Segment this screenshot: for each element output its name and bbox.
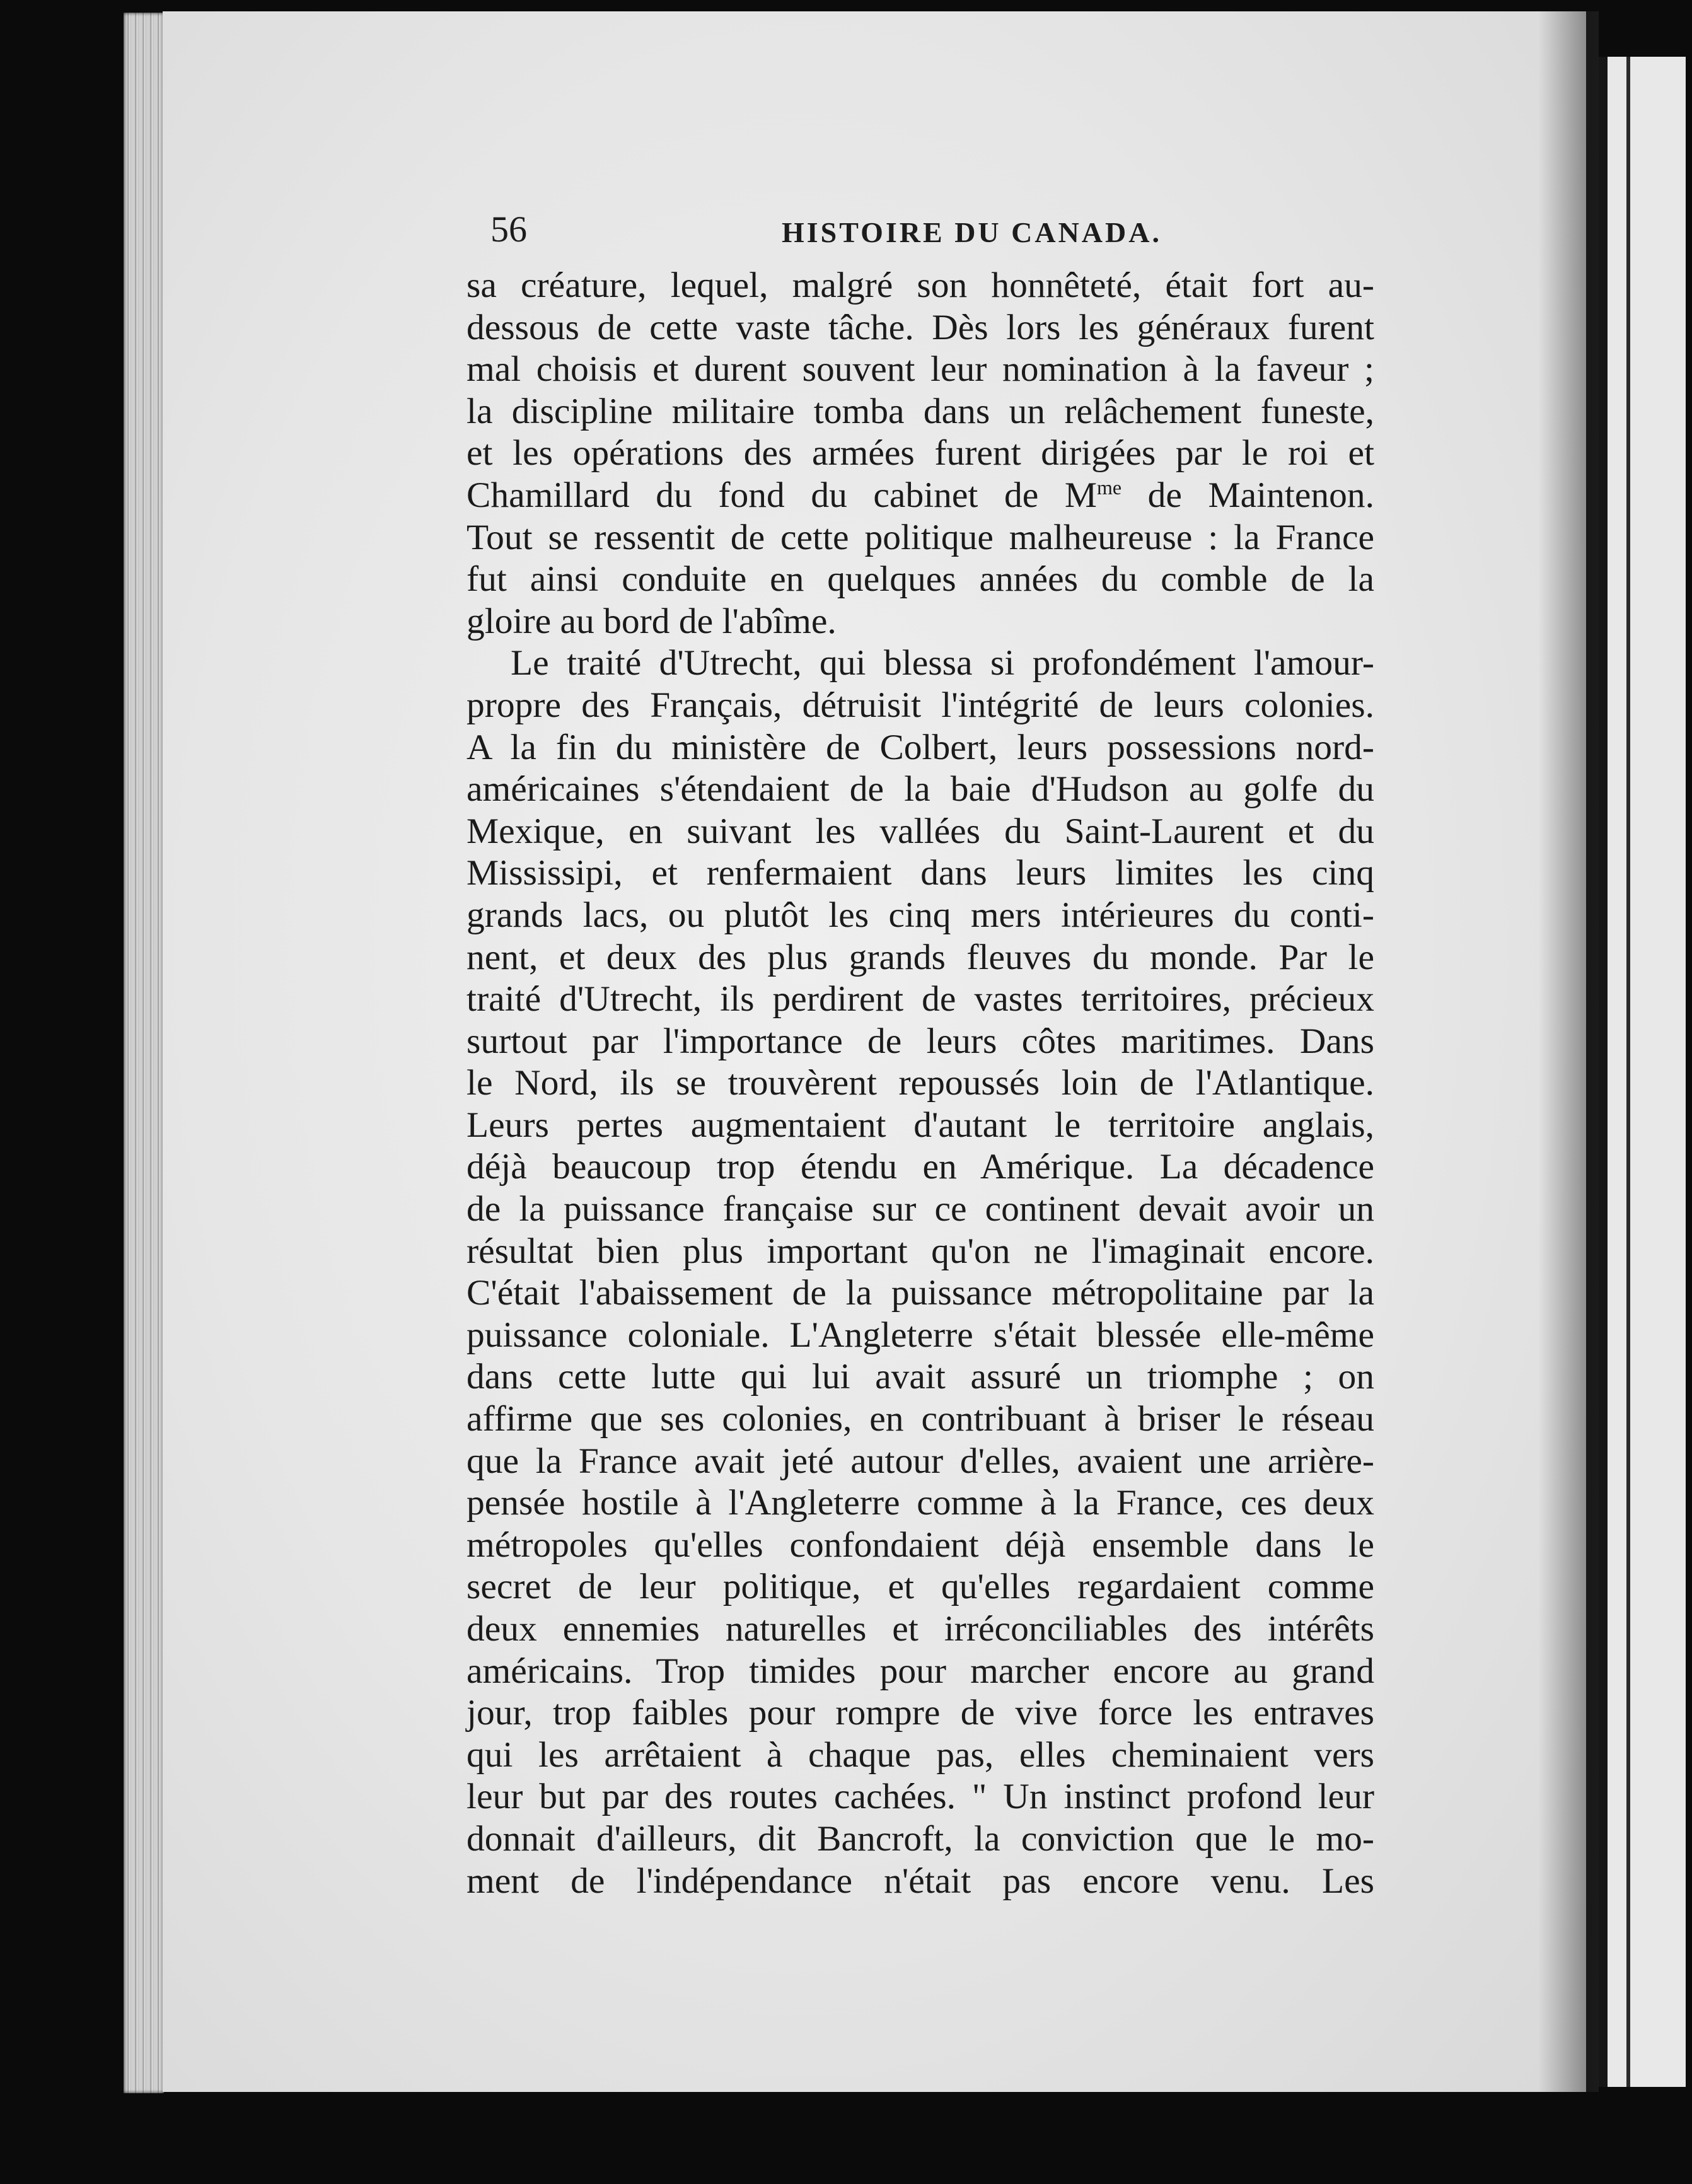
running-head (492, 208, 1374, 258)
text-line: puissance coloniale. L'Angleterre s'était blessée elle-même (466, 1315, 1374, 1355)
facing-page-edge (1599, 57, 1686, 2087)
text-line: traité d'Utrecht, ils perdirent de vastes territoires, précieux (466, 979, 1374, 1019)
text-line: dessous de cette vaste tâche. Dès lors les généraux furent (466, 307, 1374, 347)
text-line (466, 475, 1374, 517)
text-line: donnait d'ailleurs, dit Bancroft, la conviction que le mo- (466, 1818, 1374, 1859)
text-line: pensée hostile à l'Angleterre comme à la France, ces deux (466, 1483, 1374, 1523)
spine-line (1626, 57, 1630, 2087)
text-line: A la fin du ministère de Colbert, leurs possessions nord- (466, 727, 1374, 767)
body-text (466, 265, 1374, 1902)
text-line: grands lacs, ou plutôt les cinq mers intérieures du conti- (466, 895, 1374, 935)
text-line: américaines s'étendaient de la baie d'Hudson au golfe du (466, 769, 1374, 810)
running-title: HISTOIRE DU CANADA. (782, 216, 1162, 248)
text-line: leur but par des routes cachées. " Un instinct profond leur (466, 1777, 1374, 1817)
text-line: Tout se ressentit de cette politique malheureuse : la France (466, 517, 1374, 557)
gutter-shadow (1538, 11, 1599, 2092)
text-line: gloire au bord de l'abîme. (466, 601, 837, 641)
text-line: mal choisis et durent souvent leur nomination à la faveur ; (466, 349, 1374, 390)
text-line: déjà beaucoup trop étendu en Amérique. La décadence (466, 1147, 1374, 1187)
text-line: ment de l'indépendance n'était pas encore venu. Les (466, 1861, 1374, 1901)
text-line: Mexique, en suivant les vallées du Saint-Laurent et du (466, 811, 1374, 851)
superscript-me: me (1096, 475, 1122, 499)
text-line: sa créature, lequel, malgré son honnêteté, était fort au- (466, 265, 1374, 305)
text-line: deux ennemies naturelles et irréconciliables des intérêts (466, 1609, 1374, 1649)
text-line: surtout par l'importance de leurs côtes maritimes. Dans (466, 1021, 1374, 1061)
text-line: Leurs pertes augmentaient d'autant le territoire anglais, (466, 1105, 1374, 1145)
text-line: nent, et deux des plus grands fleuves du monde. Par le (466, 937, 1374, 977)
book-page-edges (124, 13, 164, 2093)
text-line: propre des Français, détruisit l'intégrité de leurs colonies. (466, 685, 1374, 725)
text-line-start: Chamillard du fond du cabinet de M (466, 475, 1097, 515)
text-line: C'était l'abaissement de la puissance métropolitaine par la (466, 1273, 1374, 1313)
page-number: 56 (490, 209, 527, 250)
text-line: dans cette lutte qui lui avait assuré un triomphe ; on (466, 1357, 1374, 1397)
text-line: que la France avait jeté autour d'elles, avaient une arrière- (466, 1441, 1374, 1481)
text-line: qui les arrêtaient à chaque pas, elles cheminaient vers (466, 1734, 1374, 1775)
text-line: affirme que ses colonies, en contribuant à briser le réseau (466, 1399, 1374, 1439)
text-line-end: de Maintenon. (1121, 475, 1374, 515)
text-line: américains. Trop timides pour marcher encore au grand (466, 1651, 1374, 1691)
text-line: de la puissance française sur ce continent devait avoir un (466, 1189, 1374, 1229)
text-line: Le traité d'Utrecht, qui blessa si profondément l'amour- (511, 643, 1374, 683)
text-line: métropoles qu'elles confondaient déjà ensemble dans le (466, 1525, 1374, 1565)
text-line: fut ainsi conduite en quelques années du comble de la (466, 559, 1374, 600)
text-line: et les opérations des armées furent dirigées par le roi et (466, 433, 1374, 473)
text-line: Mississipi, et renfermaient dans leurs limites les cinq (466, 853, 1374, 893)
text-line: le Nord, ils se trouvèrent repoussés loin de l'Atlantique. (466, 1063, 1374, 1103)
text-line: la discipline militaire tomba dans un relâchement funeste, (466, 391, 1374, 431)
text-line: jour, trop faibles pour rompre de vive force les entraves (466, 1693, 1374, 1733)
text-line: résultat bien plus important qu'on ne l'imaginait encore. (466, 1231, 1374, 1271)
text-line: secret de leur politique, et qu'elles regardaient comme (466, 1567, 1374, 1607)
